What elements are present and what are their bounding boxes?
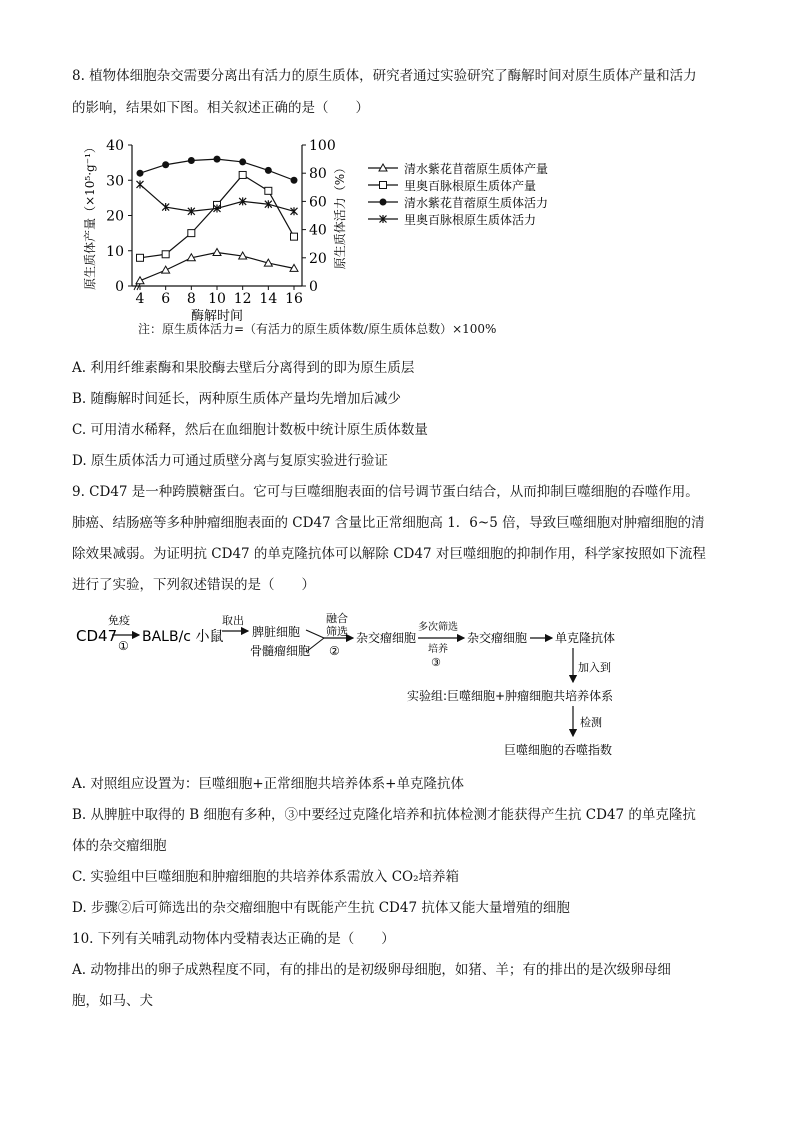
q9-option-c: C. 实验组中巨噬细胞和肿瘤细胞的共培养体系需放入 CO₂培养箱 (72, 869, 460, 885)
y-axis-right-title: 原生质体活力（%） (333, 161, 347, 270)
x-tick-label: 8 (186, 291, 196, 307)
data-point (137, 170, 144, 177)
data-point (213, 249, 221, 256)
flow-spleen: 脾脏细胞 (252, 625, 301, 639)
legend-item (368, 161, 548, 176)
legend-item (368, 195, 548, 210)
y-right-tick-label: 100 (309, 138, 336, 154)
y-left-tick-label: 40 (106, 138, 124, 154)
q9-option-b-cont: 体的杂交瘤细胞 (72, 838, 167, 854)
flow-step3: ③ (431, 656, 441, 669)
x-tick-label: 10 (208, 291, 226, 307)
x-tick-label: 14 (259, 291, 278, 307)
y-left-tick-label: 0 (115, 279, 124, 295)
flow-culture: 培养 (428, 644, 448, 655)
y-left-tick-label: 10 (106, 243, 124, 260)
data-point (162, 161, 169, 168)
flow-hybrid1: 杂交瘤细胞 (356, 631, 417, 645)
flow-mab: 单克隆抗体 (555, 631, 616, 645)
flow-fuse: 融合 (326, 612, 348, 625)
q9-stem-line4: 进行了实验，下列叙述错误的是（ ） (72, 577, 315, 593)
data-point (137, 180, 144, 188)
q8-option-d: D. 原生质体活力可通过质壁分离与复原实验进行验证 (72, 453, 388, 469)
y-right-tick-label: 20 (309, 250, 327, 267)
flow-exp-group: 实验组:巨噬细胞+肿瘤细胞共培养体系 (407, 689, 614, 703)
legend-item (368, 178, 536, 193)
data-point (291, 177, 298, 184)
series-1 (136, 249, 298, 284)
data-point (136, 277, 144, 284)
y-axis-left-title: 原生质体产量（×10⁵·g⁻¹） (83, 141, 97, 290)
legend-label: 里奥百脉根原生质体产量 (404, 179, 537, 193)
q9-stem-line2: 肺癌、结肠癌等多种肿瘤细胞表面的 CD47 含量比正常细胞高 1．6~5 倍，导致巨噬细胞对肿瘤细胞的清 (72, 515, 705, 531)
flow-index: 巨噬细胞的吞噬指数 (504, 743, 613, 757)
legend-item (368, 212, 536, 227)
flow-immunize: 免疫 (108, 614, 130, 627)
flow-screen: 筛选 (326, 625, 348, 638)
q9-stem-line1: 9. CD47 是一种跨膜糖蛋白。它可与巨噬细胞表面的信号调节蛋白结合，从而抑制巨噬细胞的吞噬作用。 (72, 484, 699, 500)
flow-add-to: 加入到 (578, 661, 611, 674)
y-left-tick-label: 20 (106, 208, 124, 225)
q9-option-d: D. 步骤②后可筛选出的杂交瘤细胞中有既能产生抗 CD47 抗体又能大量增殖的细胞 (72, 900, 570, 916)
flow-myeloma: 骨髓瘤细胞 (250, 644, 311, 658)
y-right-tick-label: 0 (309, 279, 318, 295)
data-point (291, 233, 298, 240)
y-right-tick-label: 60 (309, 194, 327, 211)
enzymolysis-chart (72, 130, 612, 342)
x-tick-label: 12 (233, 291, 252, 307)
flow-mouse: BALB/c 小鼠 (142, 629, 224, 645)
q9-option-b: B. 从脾脏中取得的 B 细胞有多种，③中要经过克隆化培养和抗体检测才能获得产生抗 CD47 的单克隆抗 (72, 807, 696, 823)
data-point (239, 171, 246, 178)
series-4 (137, 180, 298, 215)
y-left-tick-label: 30 (106, 173, 124, 190)
q10-option-a-line1: A. 动物排出的卵子成熟程度不同，有的排出的是初级卵母细胞，如猪、羊；有的排出的是次级卵母细 (72, 962, 671, 978)
x-tick-label: 6 (161, 291, 171, 307)
legend-marker (380, 199, 387, 206)
flow-extract: 取出 (222, 614, 244, 627)
flow-hybrid2: 杂交瘤细胞 (467, 631, 528, 645)
q10-option-a-line2: 胞，如马、犬 (72, 993, 153, 1009)
flow-merge-top (306, 630, 324, 638)
data-point (188, 157, 195, 164)
q8-option-c: C. 可用清水稀释，然后在血细胞计数板中统计原生质体数量 (72, 422, 428, 438)
data-point (188, 230, 195, 237)
data-point (137, 254, 144, 261)
q10-stem: 10. 下列有关哺乳动物体内受精表达正确的是（ ） (72, 931, 395, 947)
q8-option-b: B. 随酶解时间延长，两种原生质体产量均先增加后减少 (72, 391, 402, 407)
flow-step2: ② (329, 644, 340, 658)
data-point (265, 167, 272, 174)
flow-cd47: CD47 (76, 627, 118, 645)
flow-detect: 检测 (580, 716, 602, 729)
x-axis-title: 酶解时间 (190, 309, 244, 324)
legend-label: 清水紫花苜蓿原生质体活力 (404, 196, 549, 210)
flow-multi-screen: 多次筛选 (418, 622, 458, 633)
data-point (214, 156, 221, 163)
data-point (162, 251, 169, 258)
data-point (162, 266, 170, 273)
y-right-tick-label: 80 (309, 166, 327, 183)
data-point (239, 158, 246, 165)
experiment-flowchart (72, 608, 672, 768)
data-point (291, 207, 298, 215)
q8-option-a: A. 利用纤维素酶和果胶酶去壁后分离得到的即为原生质层 (72, 360, 415, 376)
x-tick-label: 16 (285, 291, 303, 307)
series-3 (137, 156, 298, 184)
legend-label: 清水紫花苜蓿原生质体产量 (404, 162, 549, 176)
q9-stem-line3: 除效果减弱。为证明抗 CD47 的单克隆抗体可以解除 CD47 对巨噬细胞的抑制作用，科学家按照如下流程 (72, 546, 706, 562)
data-point (265, 187, 272, 194)
q8-stem-line1: 8. 植物体细胞杂交需要分离出有活力的原生质体，研究者通过实验研究了酶解时间对原生质体产量和活力 (72, 68, 697, 84)
q9-option-a: A. 对照组应设置为：巨噬细胞+正常细胞共培养体系+单克隆抗体 (72, 776, 464, 792)
x-tick-label: 4 (135, 291, 145, 307)
legend-marker (380, 182, 387, 189)
y-right-tick-label: 40 (309, 222, 327, 239)
chart-note: 注：原生质体活力=（有活力的原生质体数/原生质体总数）×100% (138, 322, 497, 336)
q8-stem-line2: 的影响，结果如下图。相关叙述正确的是（ ） (72, 100, 369, 116)
flow-step1: ① (118, 639, 129, 653)
legend-label: 里奥百脉根原生质体活力 (404, 213, 537, 227)
